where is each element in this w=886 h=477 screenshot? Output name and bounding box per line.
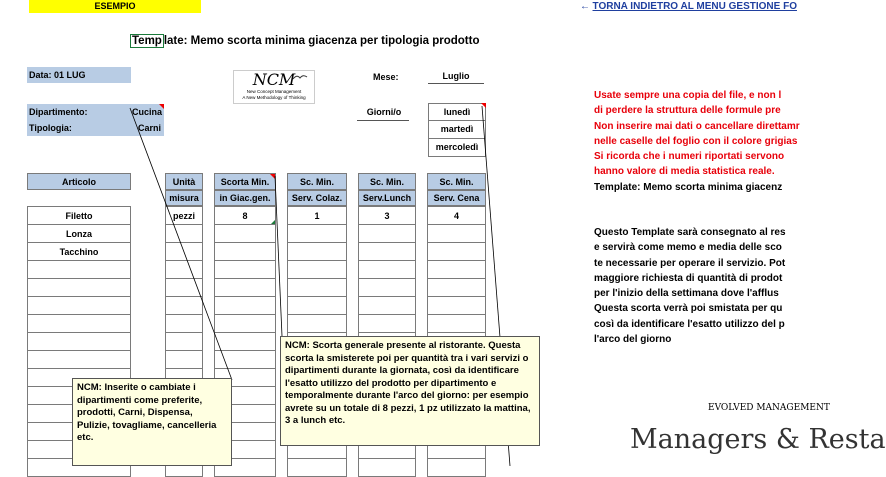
back-link-text[interactable]: TORNA INDIETRO AL MENU GESTIONE FO: [592, 1, 797, 12]
col-colaz-header-2: Serv. Colaz.: [287, 190, 347, 206]
tipologia-field[interactable]: Carni: [138, 123, 162, 133]
title-rest: late: Memo scorta minima giacenza per tipologia prodotto: [163, 35, 480, 47]
instructions-panel: [540, 0, 886, 466]
comment-note-dipartimenti: NCM: Inserite o cambiate i dipartimenti come preferite, prodotti, Carni, Dispensa, Pulizie, tovagliame, cancelleria etc.: [72, 378, 232, 466]
giorno-3[interactable]: mercoledì: [428, 139, 486, 157]
giorno-2[interactable]: martedì: [428, 121, 486, 139]
table-cell[interactable]: Lonza: [27, 224, 131, 243]
comment-note-scorta: NCM: Scorta generale presente al ristorante. Questa scorta la smisterete poi per quantità tra i vari servizi o dipartimenti durante la giornata, così da identificare l'esatto utilizzo del prodotto per dipartimento e temporalmente durante l'arco del giorno: per esempio avrete su un totale di 8 pezzi, 1 pz utilizzato la mattina, 3 a lunch etc.: [280, 336, 540, 446]
date-field[interactable]: Data: 01 LUG: [27, 67, 131, 83]
col-unita-header-2: misura: [165, 190, 203, 206]
table-cell[interactable]: pezzi: [165, 206, 203, 225]
col-scorta-header: Scorta Min.: [214, 173, 276, 190]
evolved-management-text: EVOLVED MANAGEMENT: [708, 403, 830, 413]
col-scorta-header-2: in Giac.gen.: [214, 190, 276, 206]
col-cena-header-2: Serv. Cena: [427, 190, 486, 206]
col-cena-header: Sc. Min.: [427, 173, 486, 190]
giorno-1[interactable]: lunedì: [428, 103, 486, 121]
dipartimento-field[interactable]: Cucina: [132, 107, 163, 117]
col-articolo-header: Articolo: [27, 173, 131, 190]
table-cell[interactable]: Tacchino: [27, 242, 131, 261]
logo-tagline: A New Methodology of Thinking: [242, 95, 306, 100]
description-line: Questo Template sarà consegnato al res: [594, 227, 786, 238]
tipologia-label: Tipologia:: [29, 123, 72, 133]
warning-text: [594, 88, 810, 195]
description-line: così da identificare l'esatto utilizzo del p: [594, 318, 785, 330]
giorni-label: Giorni/o: [357, 104, 409, 121]
logo-text: NCM: [252, 70, 296, 89]
warning-line: Si ricorda che i numeri riportati servono: [594, 151, 785, 163]
col-colaz-header: Sc. Min.: [287, 173, 347, 190]
description-line: e servirà come memo e media delle sco: [594, 242, 782, 254]
mese-field[interactable]: Luglio: [428, 69, 484, 84]
description-line: per l'inizio della settimana dove l'afflus: [594, 288, 779, 300]
selected-cell[interactable]: Temp: [132, 35, 162, 47]
template-name: Template: Memo scorta minima giacenz: [594, 181, 783, 193]
description-line: Questa scorta verrà poi smistata per qu: [594, 303, 783, 315]
example-banner: ESEMPIO: [29, 0, 201, 13]
managers-restaurant-logo: Managers & Resta: [630, 424, 886, 455]
table-cell[interactable]: 4: [427, 206, 486, 225]
warning-line: hanno valore di media statistica reale.: [594, 166, 775, 178]
table-cell[interactable]: 1: [287, 206, 347, 225]
description-line: maggiore richiesta di quantità di prodot: [594, 272, 783, 284]
description-line: te necessarie per operare il servizio. Pot: [594, 257, 786, 269]
col-lunch-header-2: Serv.Lunch: [358, 190, 416, 206]
col-unita-header: Unità: [165, 173, 203, 190]
description-text: [594, 225, 810, 347]
warning-line: nelle caselle del foglio con il colore grigias: [594, 135, 798, 147]
warning-line: Non inserire mai dati o cancellare direttamr: [594, 120, 800, 132]
mese-label: Mese:: [373, 72, 399, 82]
table-cell[interactable]: 3: [358, 206, 416, 225]
back-arrow-icon[interactable]: ←: [580, 1, 590, 12]
warning-line: di perdere la struttura delle formule pre: [594, 105, 781, 117]
logo-subtitle: New Concept Management: [246, 89, 302, 94]
col-lunch-header: Sc. Min.: [358, 173, 416, 190]
back-link[interactable]: [580, 1, 797, 12]
table-cell[interactable]: Filetto: [27, 206, 131, 225]
table-cell[interactable]: 8: [214, 206, 276, 225]
description-line: l'arco del giorno: [594, 334, 672, 346]
dipartimento-label: Dipartimento:: [29, 107, 88, 117]
warning-line: Usate sempre una copia del file, e non l: [594, 90, 782, 101]
